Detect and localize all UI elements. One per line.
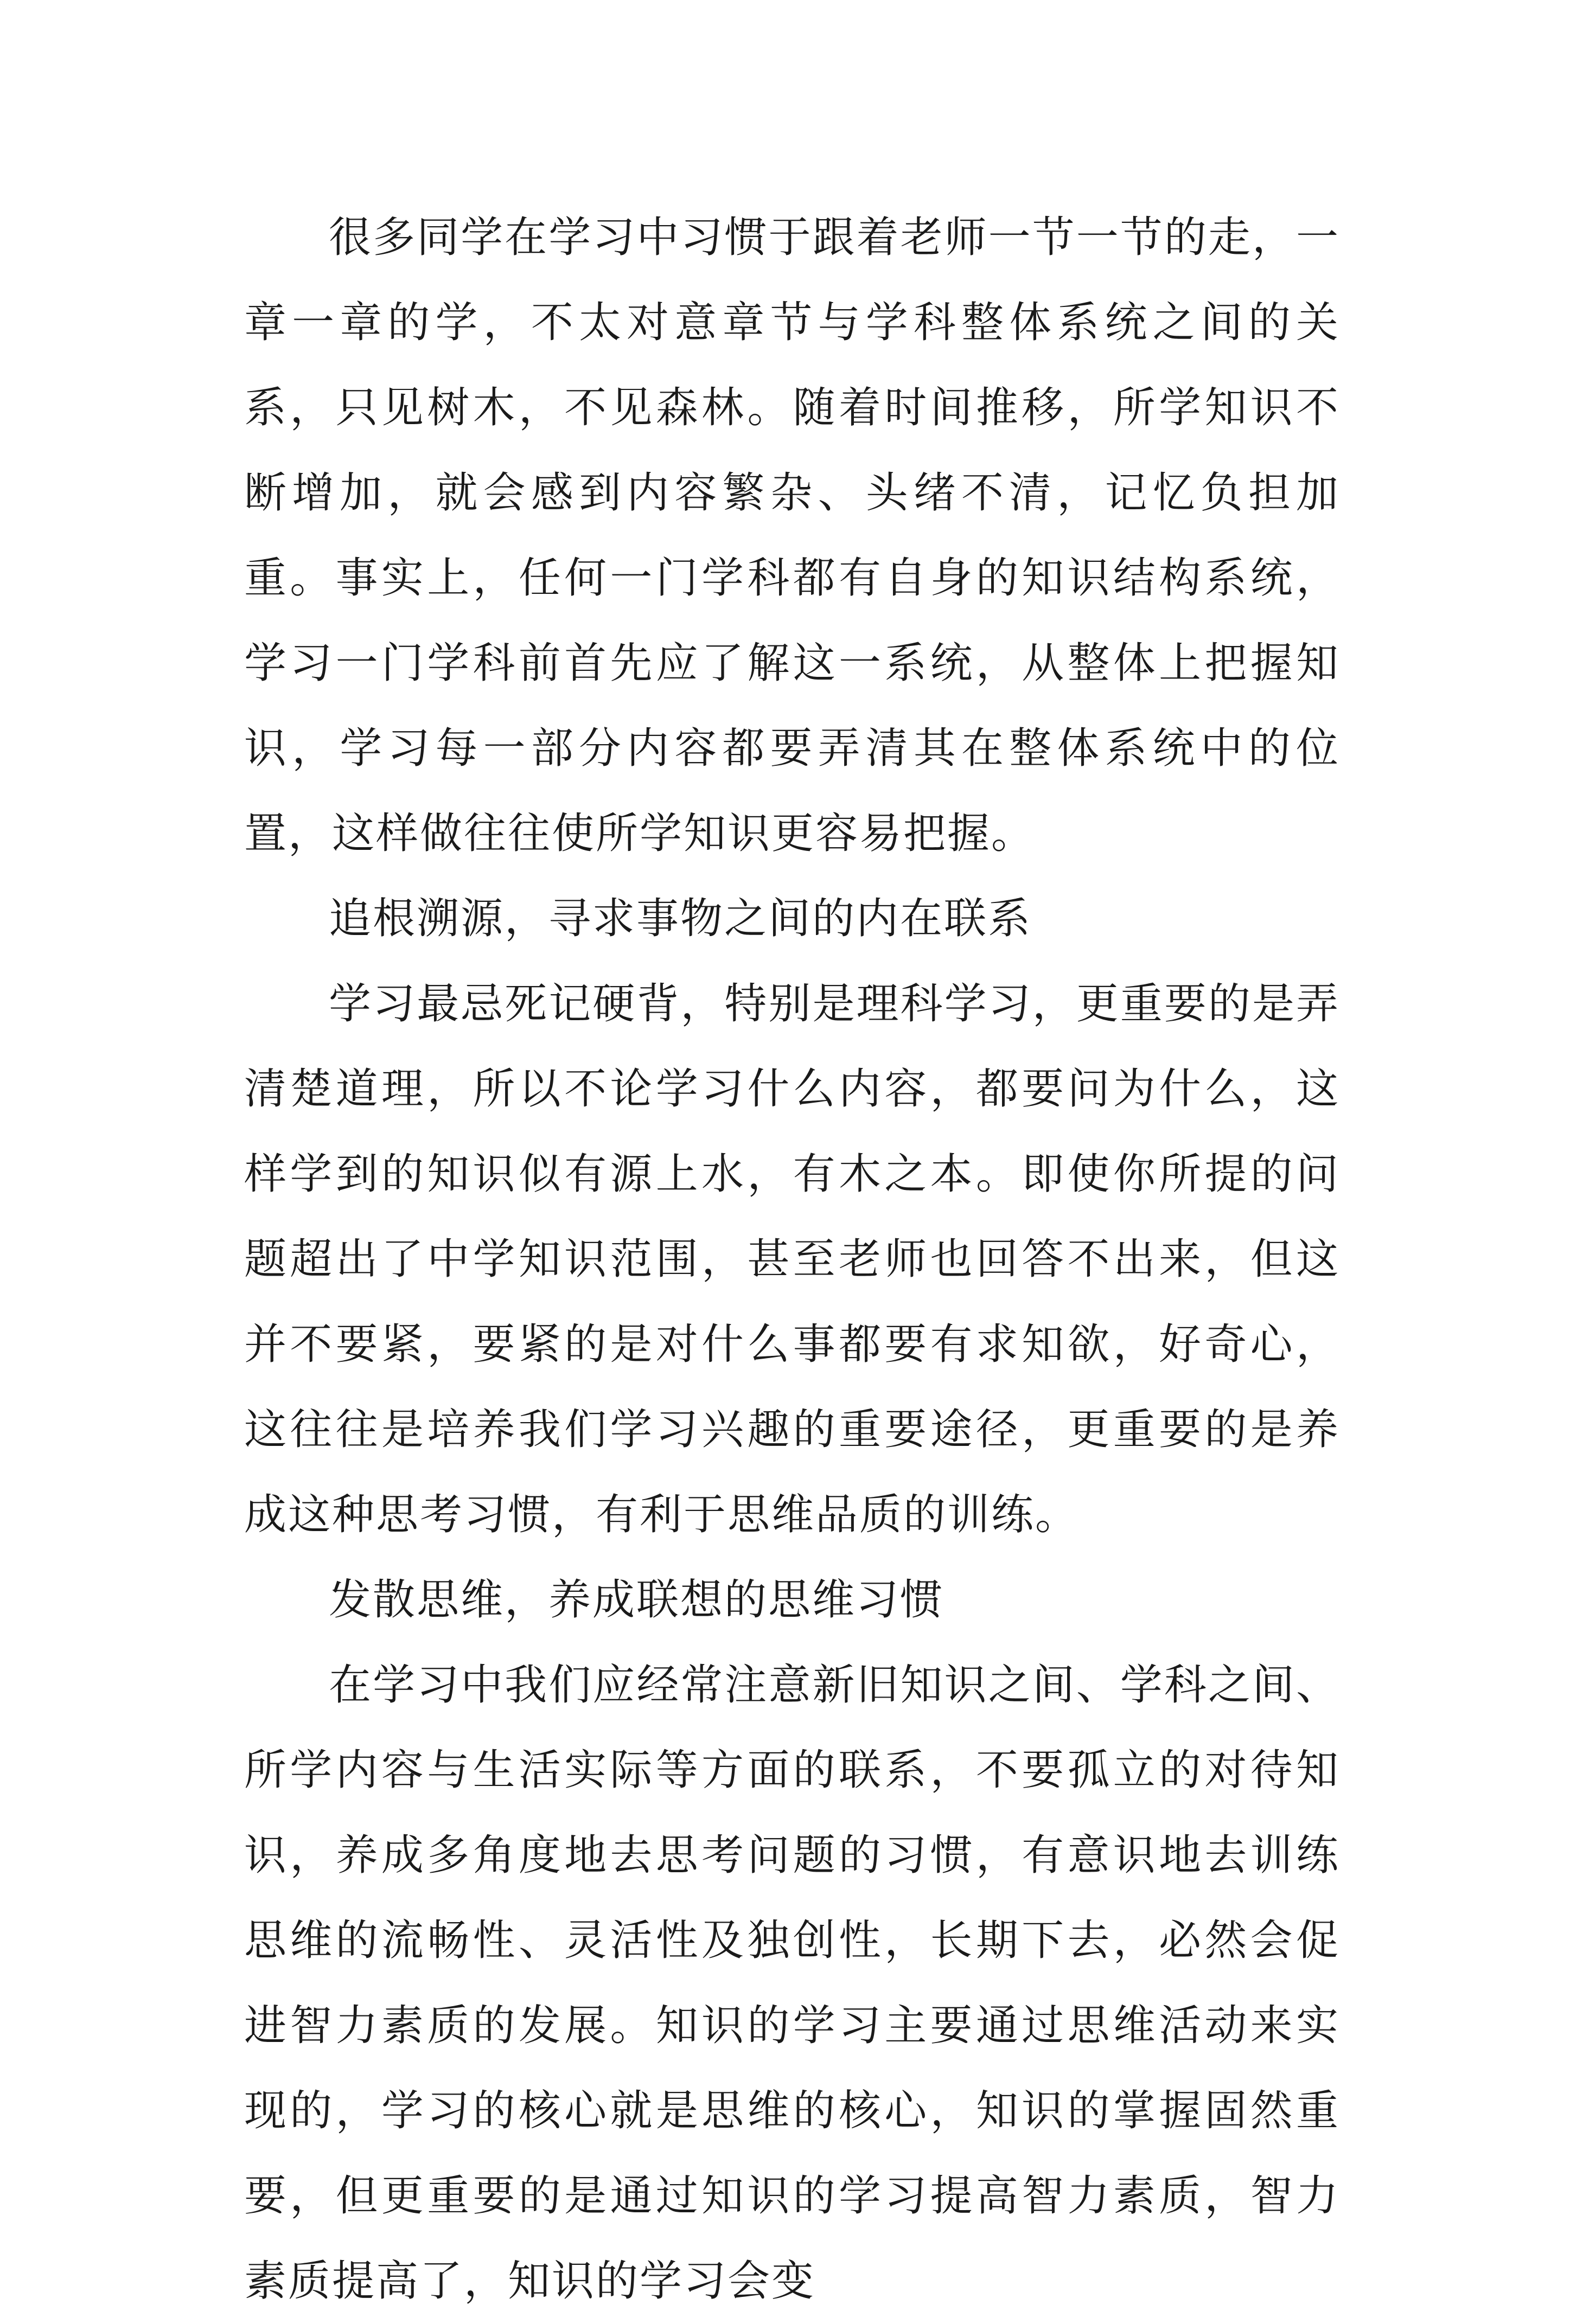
- paragraph: 很多同学在学习中习惯于跟着老师一节一节的走，一章一章的学，不太对意章节与学科整体系统之间的关系，只见树木，不见森林。随着时间推移，所学知识不断增加，就会感到内容繁杂、头绪不清，记忆负担加重。事实上，任何一门学科都有自身的知识结构系统，学习一门学科前首先应了解这一系统，从整体上把握知识，学习每一部分内容都要弄清其在整体系统中的位置，这样做往往使所学知识更容易把握。: [244, 213, 1340, 858]
- section-heading: 发散思维，养成联想的思维习惯: [329, 1576, 944, 1624]
- document-body: [244, 195, 1340, 2324]
- paragraph: 在学习中我们应经常注意新旧知识之间、学科之间、所学内容与生活实际等方面的联系，不要孤立的对待知识，养成多角度地去思考问题的习惯，有意识地去训练思维的流畅性、灵活性及独创性，长期下去，必然会促进智力素质的发展。知识的学习主要通过思维活动来实现的，学习的核心就是思维的核心，知识的掌握固然重要，但更重要的是通过知识的学习提高智力素质，智力素质提高了，知识的学习会变: [244, 1661, 1340, 2306]
- section-heading: 追根溯源，寻求事物之间的内在联系: [329, 894, 1032, 943]
- paragraph: 学习最忌死记硬背，特别是理科学习，更重要的是弄清楚道理，所以不论学习什么内容，都要问为什么，这样学到的知识似有源上水，有木之本。即使你所提的问题超出了中学知识范围，甚至老师也回答不出来，但这并不要紧，要紧的是对什么事都要有求知欲，好奇心，这往往是培养我们学习兴趣的重要途径，更重要的是养成这种思考习惯，有利于思维品质的训练。: [244, 979, 1340, 1539]
